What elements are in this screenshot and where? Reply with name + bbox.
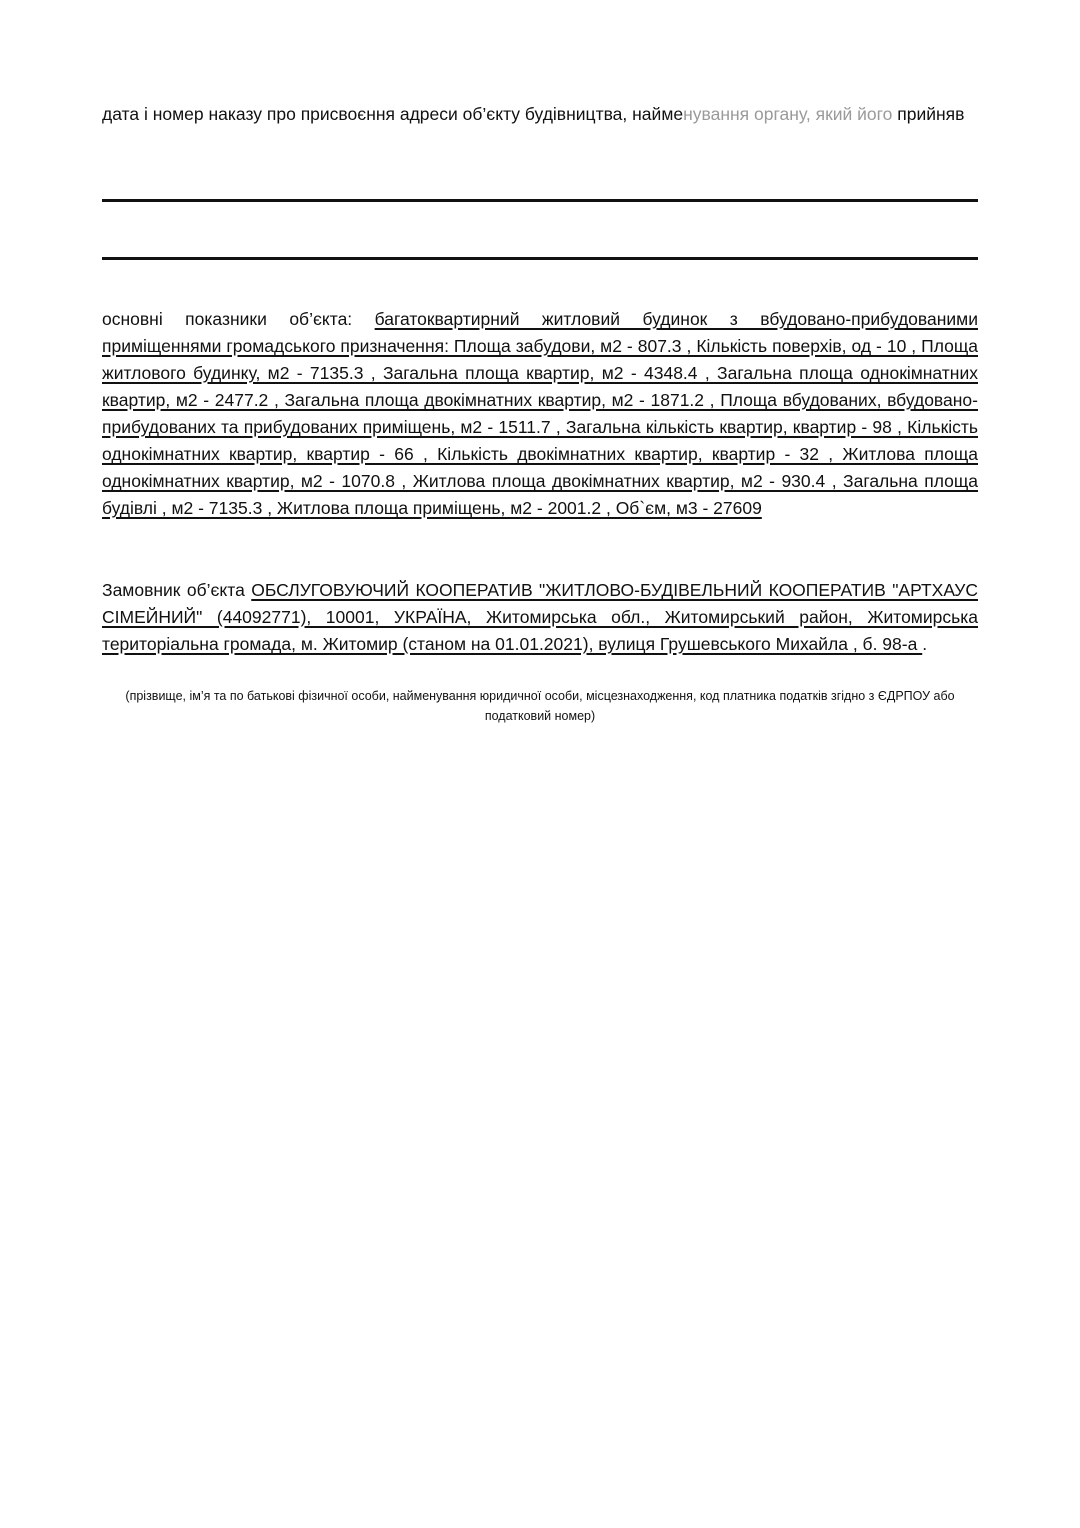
customer-label: Замовник об’єкта	[102, 580, 245, 600]
object-indicators-label: основні показники об’єкта:	[102, 309, 353, 329]
address-order-label-text: дата і номер наказу про присвоєння адреси об’єкту будівництва, найме	[102, 104, 684, 124]
address-order-label-faded: нування органу, який його	[683, 104, 893, 124]
object-indicators-value: багатоквартирний житловий будинок з вбудовано-прибудованими приміщеннями громадського призначення: Площа забудови, м2 - 807.3 , Кількість поверхів, од - 10 , Площа житлового будинку, м2 - 7135.3 , Загальна площа квартир, м2 - 4348.4 , Загальна площа однокімнатних квартир, м2 - 2477.2 , Загальна площа двокімнатних квартир, м2 - 1871.2 , Площа вбудованих, вбудовано-прибудованих та прибудованих приміщень, м2 - 1511.7 , Загальна кількість квартир, квартир - 98 , Кількість однокімнатних квартир, квартир - 66 , Кількість двокімнатних квартир, квартир - 32 , Житлова площа однокімнатних квартир, м2 - 1070.8 , Житлова площа двокімнатних квартир, м2 - 930.4 , Загальна площа будівлі , м2 - 7135.3 , Житлова площа приміщень, м2 - 2001.2 , Об`єм, м3 - 27609	[102, 309, 978, 518]
address-order-label	[102, 101, 978, 128]
address-order-label-end: прийняв	[892, 104, 965, 124]
customer-end: .	[922, 634, 928, 654]
customer-paragraph	[102, 577, 978, 658]
address-order-line-1	[102, 199, 978, 202]
address-order-line-2	[102, 257, 978, 260]
customer-value: ОБСЛУГОВУЮЧИЙ КООПЕРАТИВ "ЖИТЛОВО-БУДІВЕЛЬНИЙ КООПЕРАТИВ "АРТХАУС СІМЕЙНИЙ" (44092771), 10001, УКРАЇНА, Житомирська обл., Житомирський район, Житомирська територіальна громада, м. Житомир (станом на 01.01.2021), вулиця Грушевського Михайла , б. 98-а	[102, 580, 978, 654]
customer-caption: (прізвище, ім’я та по батькові фізичної особи, найменування юридичної особи, місцезнаходження, код платника податків згідно з ЄДРПОУ або податковий номер)	[125, 689, 955, 723]
object-indicators-paragraph	[102, 306, 978, 522]
